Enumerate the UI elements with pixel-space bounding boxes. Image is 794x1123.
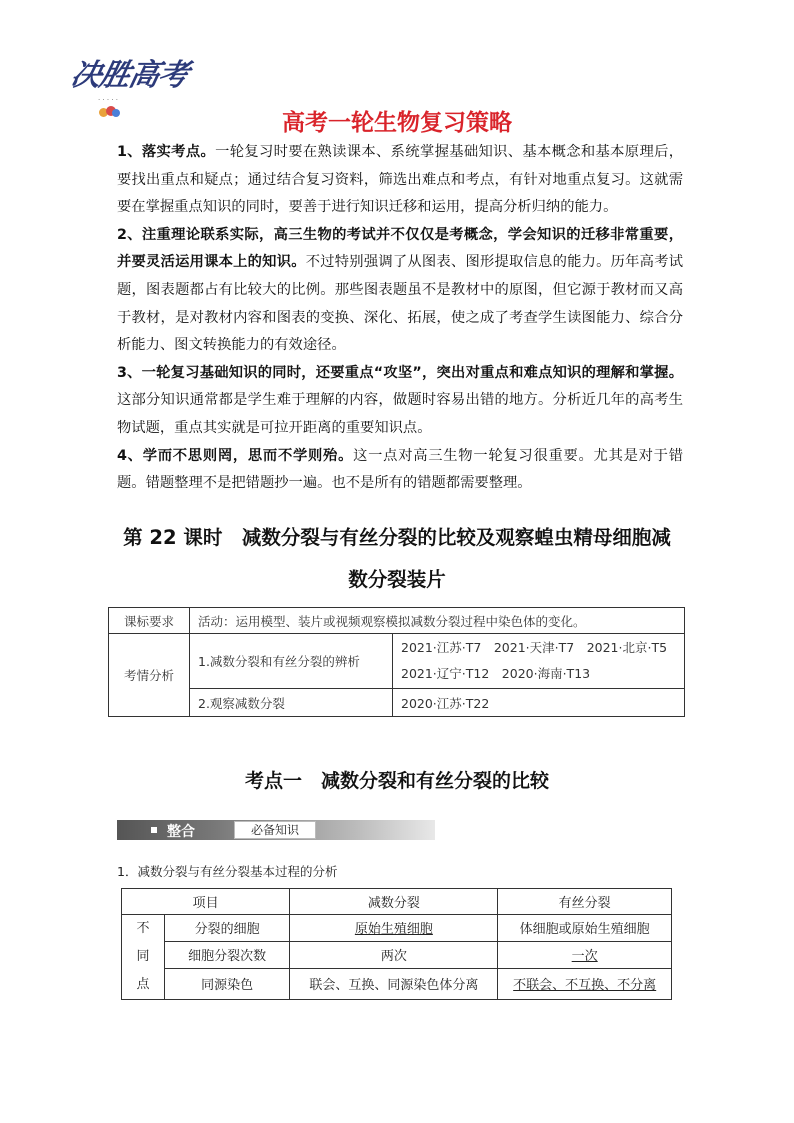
meiosis-cell: 两次 <box>290 941 498 968</box>
strategy-point-3 <box>117 360 683 443</box>
strategy-lead: 2、注重理论联系实际，高三生物的考试并不仅仅是考概念，学会知识的迁移非常重要，并要灵活运用课本上的知识。 <box>117 226 683 271</box>
table-header: 有丝分裂 <box>498 889 672 915</box>
main-title: 高考一轮生物复习策略 <box>282 110 512 136</box>
strategy-lead: 3、一轮复习基础知识的同时，还要重点“攻坚”，突出对重点和难点知识的理解和掌握。 <box>117 364 683 381</box>
source-line: 2020·江苏·T22 <box>393 689 685 717</box>
logo-subtitle: · · · · · <box>98 96 119 104</box>
banner-label: 整合 <box>167 824 195 840</box>
meiosis-cell: 联会、互换、同源染色体分离 <box>290 968 498 999</box>
strategy-body: 一轮复习时要在熟读课本、系统掌握基础知识、基本概念和基本原理后，要找出重点和疑点；通过结合复习资料，筛选出难点和考点，有针对地重点复习。这就需要在掌握重点知识的同时，要善于进行知识迁移和运用，提高分析归纳的能力。 <box>117 144 684 216</box>
strategy-body: 这部分知识通常都是学生难于理解的内容，做题时容易出错的地方。分析近几年的高考生物试题，重点其实就是可拉开距离的重要知识点。 <box>117 392 683 436</box>
strategy-body: 不过特别强调了从图表、图形提取信息的能力。历年高考试题，图表题都占有比较大的比例。那些图表题虽不是教材中的原图，但它源于教材而又高于教材，是对教材内容和图表的变换、深化、拓展，使之成了考查学生读图能力、综合分析能力、图文转换能力的有效途径。 <box>117 254 684 354</box>
table-header: 减数分裂 <box>290 889 498 915</box>
group-char: 点 <box>136 977 150 992</box>
source-line: 2021·江苏·T7 2021·天津·T7 2021·北京·T5 <box>401 640 668 655</box>
section-banner <box>117 820 437 840</box>
row-item: 细胞分裂次数 <box>165 941 290 968</box>
standards-value: 活动：运用模型、装片或视频观察模拟减数分裂过程中染色体的变化。 <box>190 608 685 634</box>
row-item: 分裂的细胞 <box>165 915 290 942</box>
group-label <box>122 915 165 1000</box>
standards-table <box>108 607 685 717</box>
row-item: 同源染色 <box>165 968 290 999</box>
mitosis-cell: 不联会、不互换、不分离 <box>498 968 672 999</box>
strategy-body: 这一点对高三生物一轮复习很重要。尤其是对于错题。错题整理不是把错题抄一遍。也不是所有的错题都需要整理。 <box>117 447 683 492</box>
logo-text: 决胜高考 <box>67 58 191 93</box>
strategy-point-4 <box>117 443 683 498</box>
strategy-point-1 <box>117 139 683 222</box>
group-char: 同 <box>136 949 150 964</box>
analysis-topic: 1.减数分裂和有丝分裂的辨析 <box>190 634 393 689</box>
source-line: 2021·辽宁·T12 2020·海南·T13 <box>401 666 591 681</box>
square-icon <box>151 827 157 833</box>
analysis-topic: 2.观察减数分裂 <box>190 689 393 717</box>
analysis-sources <box>393 634 685 689</box>
banner-tag: 必备知识 <box>234 821 316 839</box>
strategy-lead: 4、学而不思则罔，思而不学则殆。 <box>117 447 354 464</box>
section-heading: 1．减数分裂与有丝分裂基本过程的分析 <box>117 864 338 879</box>
strategy-lead: 1、落实考点。 <box>117 144 216 160</box>
meiosis-cell: 原始生殖细胞 <box>290 915 498 942</box>
standards-label: 课标要求 <box>109 608 190 634</box>
mitosis-cell: 体细胞或原始生殖细胞 <box>498 915 672 942</box>
key-point-title: 考点一 减数分裂和有丝分裂的比较 <box>244 770 549 792</box>
lesson-title: 第 22 课时 减数分裂与有丝分裂的比较及观察蝗虫精母细胞减数分裂装片 <box>123 526 671 591</box>
group-char: 不 <box>136 921 150 936</box>
mitosis-cell: 一次 <box>498 941 672 968</box>
table-header: 项目 <box>122 889 290 915</box>
strategy-point-2 <box>117 222 683 360</box>
comparison-table <box>121 888 672 1000</box>
strategy-section <box>117 139 683 498</box>
analysis-label: 考情分析 <box>109 634 190 717</box>
